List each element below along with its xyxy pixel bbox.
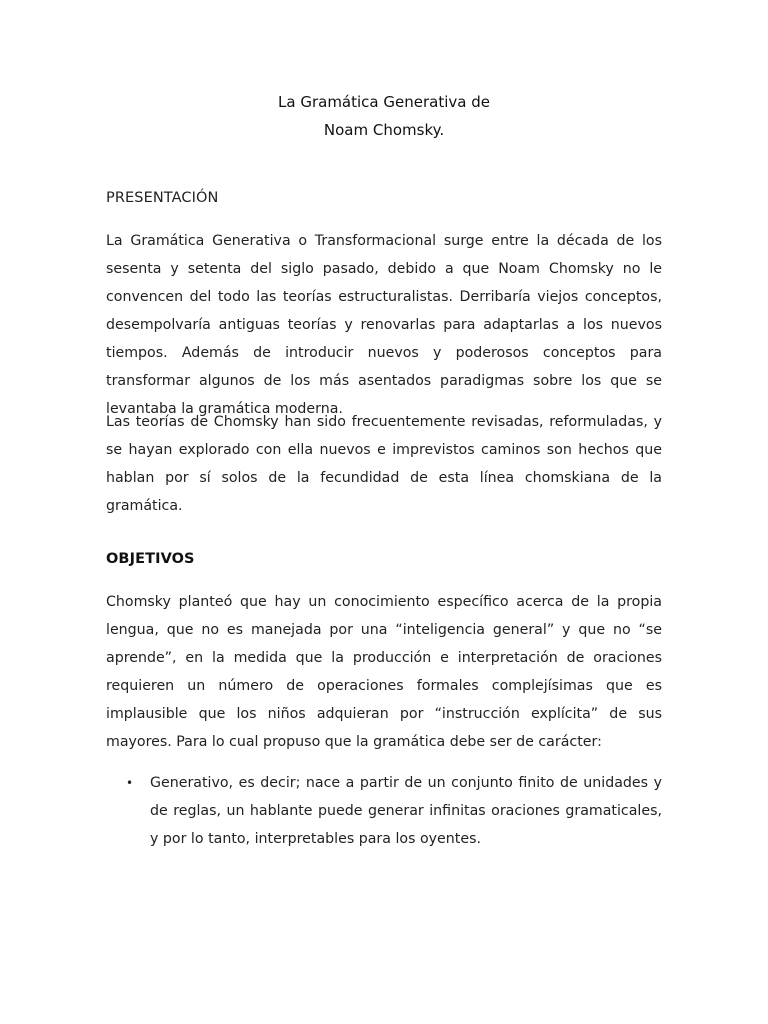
document-title-line-2: Noam Chomsky. [323,121,445,139]
paragraph-presentacion-1: La Gramática Generativa o Transformacional surge entre la década de los sesenta y setenta del siglo pasado, debido a que Noam Chomsky no le convencen del todo las teorías estructuralistas. Derribaría viejos conceptos, desempolvaría antiguas teorías y renovarlas para adaptarlas a los nuevos tiempos. Además de introducir nuevos y poderosos conceptos para transformar algunos de los más asentados paradigmas sobre los que se levantaba la gramática moderna. [106,233,662,417]
bullet-marker: • [126,776,134,790]
paragraph-objetivos-1: Chomsky planteó que hay un conocimiento específico acerca de la propia lengua, que no es manejada por una “inteligencia general” y que no “se aprende”, en la medida que la producción e interpretación de oraciones requieren un número de operaciones formales complejísimas que es implausible que los niños adquieran por “instrucción explícita” de sus mayores. Para lo cual propuso que la gramática debe ser de carácter: [106,594,662,750]
document-title-line-1: La Gramática Generativa de [278,93,490,111]
paragraph-presentacion-2: Las teorías de Chomsky han sido frecuentemente revisadas, reformuladas, y se hayan explorado con ella nuevos e imprevistos caminos son hechos que hablan por sí solos de la fecundidad de esta línea chomskiana de la gramática. [106,414,662,514]
bullet-text-generativo: Generativo, es decir; nace a partir de un conjunto finito de unidades y de reglas, un hablante puede generar infinitas oraciones gramaticales, y por lo tanto, interpretables para los oyentes. [150,775,662,847]
section-heading-presentacion: PRESENTACIÓN [106,190,219,206]
section-heading-objetivos: OBJETIVOS [106,551,195,567]
